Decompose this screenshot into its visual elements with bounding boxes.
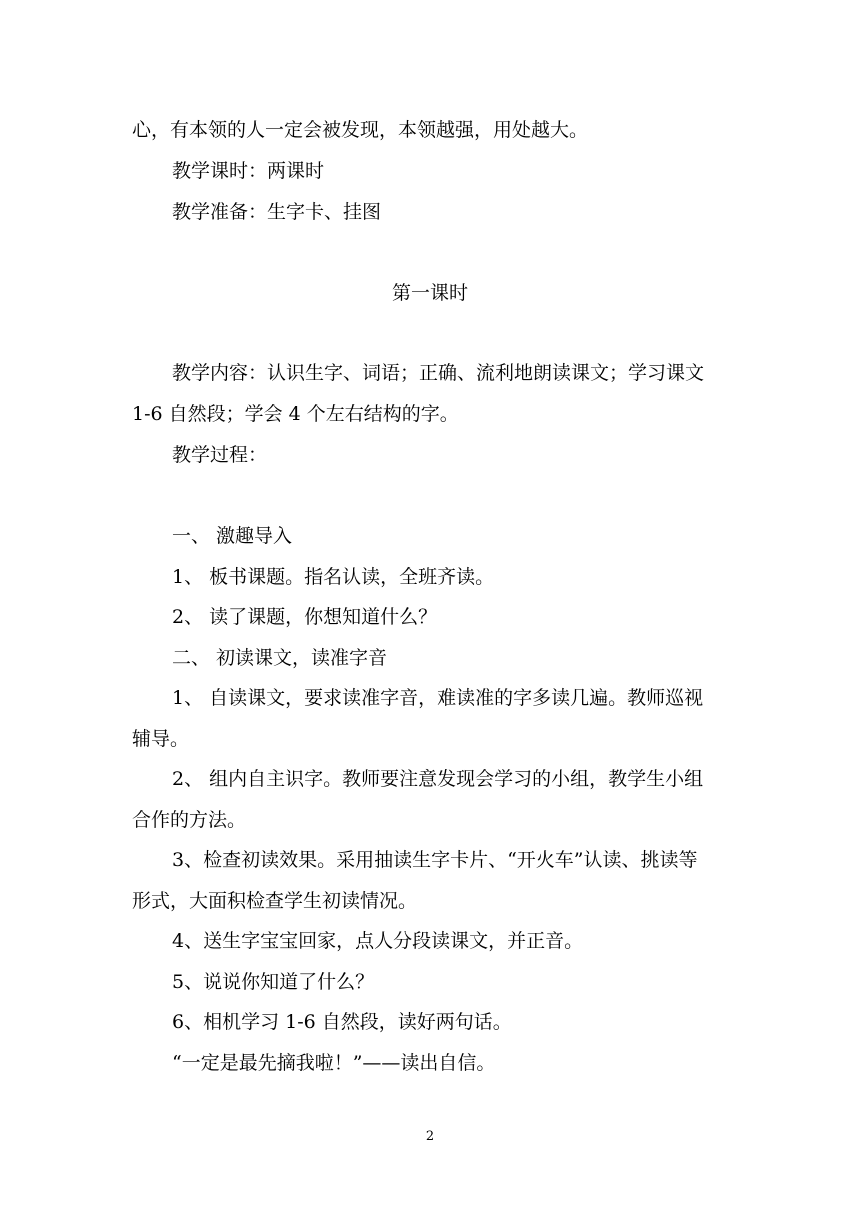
page-number: 2 bbox=[425, 1129, 435, 1144]
paragraph-line: 心，有本领的人一定会被发现，本领越强，用处越大。 bbox=[132, 119, 589, 141]
class-hours-line: 教学课时：两课时 bbox=[172, 160, 325, 182]
list-item: 4、送生字宝宝回家，点人分段读课文，并正音。 bbox=[172, 930, 584, 952]
teaching-content-continuation: 1-6 自然段；学会 4 个左右结构的字。 bbox=[132, 403, 459, 425]
list-item: 2、 读了课题，你想知道什么？ bbox=[172, 606, 438, 628]
list-item: 6、相机学习 1-6 自然段，读好两句话。 bbox=[172, 1011, 512, 1033]
list-item-continuation: 辅导。 bbox=[132, 728, 190, 750]
list-item-continuation: 形式，大面积检查学生初读情况。 bbox=[132, 890, 418, 912]
teaching-preparation-line: 教学准备：生字卡、挂图 bbox=[172, 201, 382, 223]
teaching-process-heading: 教学过程： bbox=[172, 444, 268, 466]
list-item: 1、 自读课文，要求读准字音，难读准的字多读几遍。教师巡视 bbox=[172, 687, 704, 709]
step-heading-1: 一、 激趣导入 bbox=[172, 525, 293, 547]
list-item: 5、说说你知道了什么？ bbox=[172, 971, 375, 993]
list-item: 3、检查初读效果。采用抽读生字卡片、“开火车”认读、挑读等 bbox=[172, 849, 698, 871]
step-heading-2: 二、 初读课文，读准字音 bbox=[172, 647, 388, 669]
list-item: 2、 组内自主识字。教师要注意发现会学习的小组，教学生小组 bbox=[172, 768, 704, 790]
list-item-continuation: 合作的方法。 bbox=[132, 809, 247, 831]
teaching-content-line: 教学内容：认识生字、词语；正确、流利地朗读课文；学习课文 bbox=[172, 362, 705, 384]
list-item: 1、 板书课题。指名认读，全班齐读。 bbox=[172, 566, 495, 588]
section-heading: 第一课时 bbox=[391, 282, 468, 304]
quote-line: “一定是最先摘我啦！”——读出自信。 bbox=[172, 1052, 496, 1074]
